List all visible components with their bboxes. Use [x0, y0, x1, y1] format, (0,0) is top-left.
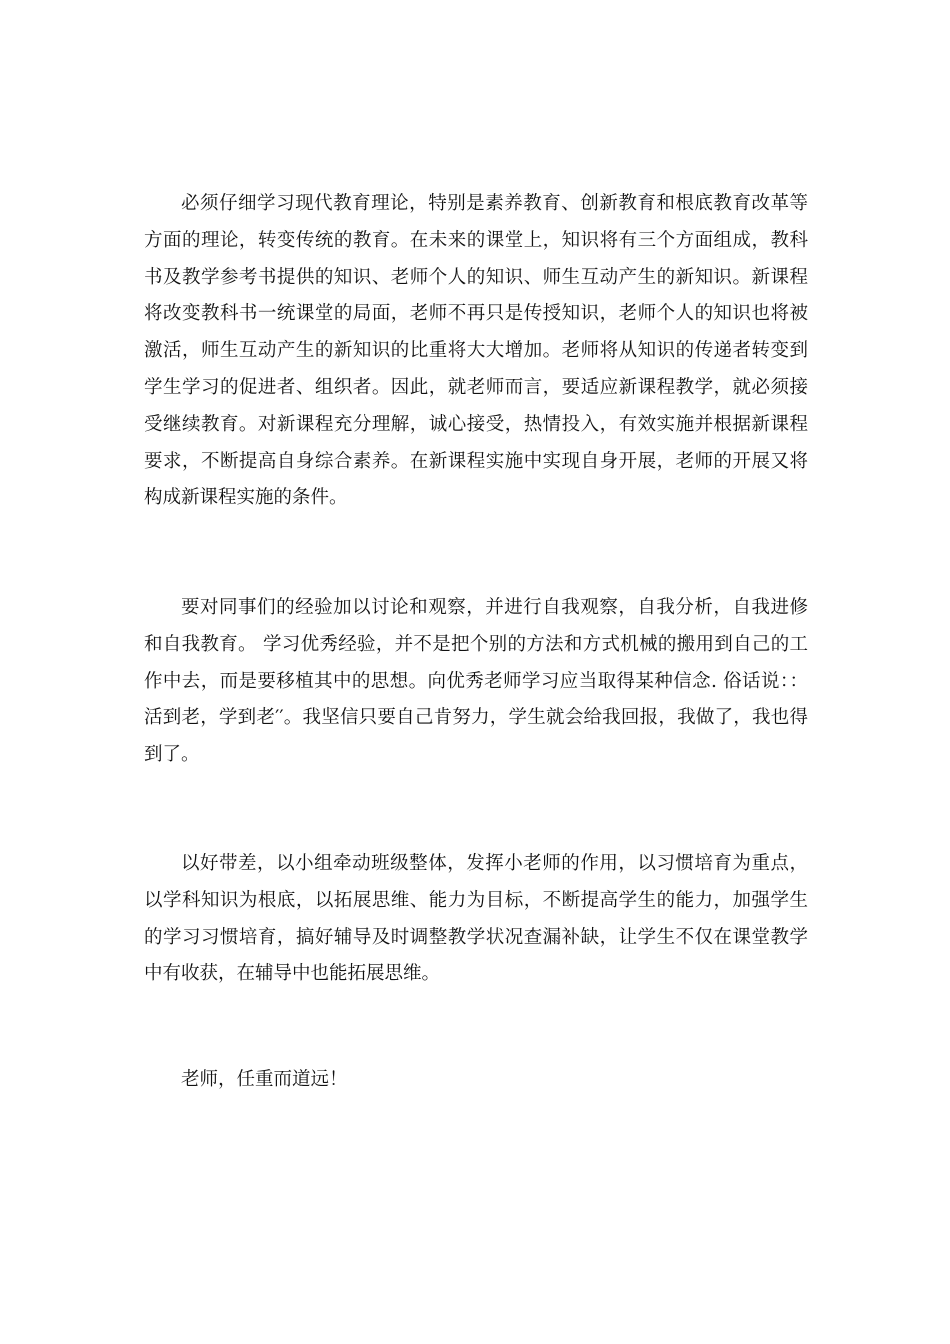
paragraph-closing-line: 老师，任重而道远！: [181, 1069, 348, 1090]
paragraph-learning-from-colleagues: 要对同事们的经验加以讨论和观察，并进行自我观察，自我分析，自我进修和自我教育。 学习优秀经验，并不是把个别的方法和方式机械的搬用到自己的工作中去，而是要移植其中的思想。向优秀老师学习应当取得某种信念. 俗话说：： 活到老，学到老′′。我坚信只要自己肯努力，学生就会给我回报，我做了，我也得到了。: [144, 597, 808, 766]
paragraph-student-tutoring: 以好带差，以小组牵动班级整体，发挥小老师的作用，以习惯培育为重点，以学科知识为根底，以拓展思维、能力为目标，不断提高学生的能力，加强学生的学习习惯培育，搞好辅导及时调整教学状况查漏补缺，让学生不仅在课堂教学中有收获，在辅导中也能拓展思维。: [144, 853, 808, 985]
paragraph-continuing-education: 必须仔细学习现代教育理论，特别是素养教育、创新教育和根底教育改革等方面的理论，转变传统的教育。在未来的课堂上，知识将有三个方面组成，教科书及教学参考书提供的知识、老师个人的知识、师生互动产生的新知识。新课程将改变教科书一统课堂的局面，老师不再只是传授知识，老师个人的知识也将被激活，师生互动产生的新知识的比重将大大增加。老师将从知识的传递者转变到学生学习的促进者、组织者。因此，就老师而言，要适应新课程教学，就必须接受继续教育。对新课程充分理解，诚心接受，热情投入，有效实施并根据新课程要求，不断提高自身综合素养。在新课程实施中实现自身开展，老师的开展又将构成新课程实施的条件。: [144, 193, 808, 509]
